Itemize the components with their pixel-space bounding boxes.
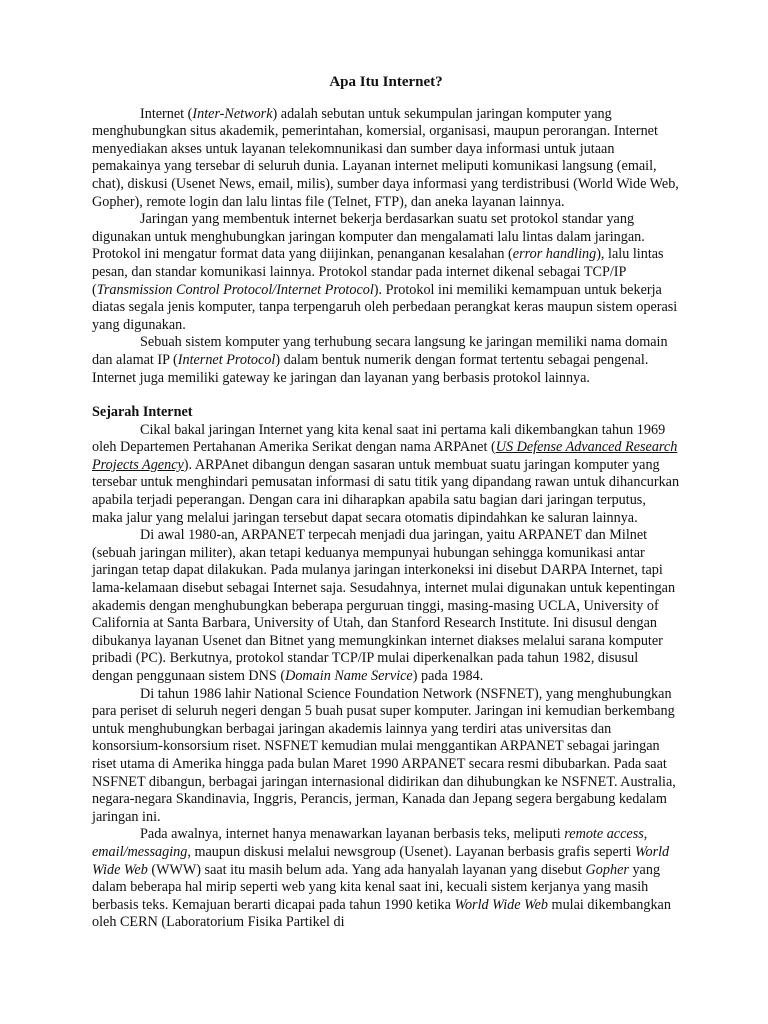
intro-paragraph: Internet (Inter-Network) adalah sebutan untuk sekumpulan jaringan komputer yang menghubungkan situs akademik, pemerintahan, komersial, organisasi, maupun perorangan. Internet menyediakan akses untuk layanan telekomnunikasi dan sumber daya informasi untuk jutaan pemakainya yang tersebar di seluruh dunia. Layanan internet meliputi komunikasi langsung (email, chat), diskusi (Usenet News, email, milis), sumber daya informasi yang terdistribusi (World Wide Web, Gopher), remote login dan lalu lintas file (Telnet, FTP), dan aneka layanan lainnya. bbox=[92, 105, 679, 210]
history-paragraph: Pada awalnya, internet hanya menawarkan layanan berbasis teks, meliputi remote access, email/messaging, maupun diskusi melalui newsgroup (Usenet). Layanan berbasis grafis seperti World Wide Web (WWW) saat itu masih belum ada. Yang ada hanyalah layanan yang disebut Gopher yang dalam beberapa hal mirip seperti web yang kita kenal saat ini, kecuali sistem kerjanya yang masih berbasis teks. Kemajuan berarti dicapai pada tahun 1990 ketika World Wide Web mulai dikembangkan oleh CERN (Laboratorium Fisika Partikel di bbox=[92, 826, 671, 931]
intro-section bbox=[92, 106, 680, 388]
history-paragraph: Cikal bakal jaringan Internet yang kita kenal saat ini pertama kali dikembangkan tahun 1969 oleh Departemen Pertahanan Amerika Serikat dengan nama ARPAnet (US Defense Advanced Research Projects Agency). ARPAnet dibangun dengan sasaran untuk membuat suatu jaringan komputer yang tersebar untuk menghindari pemusatan informasi di satu titik yang dipandang rawan untuk dihancurkan apabila terjadi peperangan. Dengan cara ini diharapkan apabila satu bagian dari jaringan terputus, maka jalur yang melalui jaringan tersebut dapat secara otomatis dipindahkan ke saluran lainnya. bbox=[92, 421, 680, 526]
emphasized-text: US Defense Advanced Research Projects Agency bbox=[92, 439, 678, 473]
emphasized-text: Inter-Network bbox=[192, 105, 273, 122]
emphasized-text: Internet Protocol bbox=[177, 351, 276, 368]
intro-paragraph: Jaringan yang membentuk internet bekerja berdasarkan suatu set protokol standar yang digunakan untuk menghubungkan jaringan komputer dan mengalamati lalu lintas dalam jaringan. Protokol ini mengatur format data yang diijinkan, penanganan kesalahan (error handling), lalu lintas pesan, dan standar komunikasi lainnya. Protokol standar pada internet dikenal sebagai TCP/IP (Transmission Control Protocol/Internet Protocol). Protokol ini memiliki kemampuan untuk bekerja diatas segala jenis komputer, tanpa terpengaruh oleh perbedaan perangkat keras maupun sistem operasi yang digunakan. bbox=[92, 211, 678, 333]
emphasized-text: World Wide Web bbox=[454, 896, 548, 913]
history-paragraph: Di awal 1980-an, ARPANET terpecah menjadi dua jaringan, yaitu ARPANET dan Milnet (sebuah jaringan militer), akan tetapi keduanya mempunyai hubungan sehingga komunikasi antar jaringan tetap dapat dilakukan. Pada mulanya jaringan interkoneksi ini disebut DARPA Internet, tapi lama-kelamaan disebut sebagai Internet saja. Sesudahnya, internet mulai digunakan untuk kepentingan akademis dengan menghubungkan beberapa perguruan tinggi, masing-masing UCLA, University of California at Santa Barbara, University of Utah, dan Stanford Research Institute. Ini disusul dengan dibukanya layanan Usenet dan Bitnet yang memungkinkan internet diakses melalui sarana komputer pribadi (PC). Berkutnya, protokol standar TCP/IP mulai diperkenalkan pada tahun 1982, disusul dengan penggunaan sistem DNS (Domain Name Service) pada 1984. bbox=[92, 527, 676, 684]
section-heading: Sejarah Internet bbox=[92, 404, 193, 421]
emphasized-text: remote access bbox=[564, 826, 644, 843]
emphasized-text: error handling bbox=[512, 246, 597, 263]
emphasized-text: Gopher bbox=[585, 861, 629, 878]
history-section bbox=[92, 422, 680, 932]
document-title: Apa Itu Internet? bbox=[329, 74, 443, 90]
emphasized-text: Transmission Control Protocol/Internet Protocol bbox=[96, 281, 374, 298]
intro-paragraph: Sebuah sistem komputer yang terhubung secara langsung ke jaringan memiliki nama domain dan alamat IP (Internet Protocol) dalam bentuk numerik dengan format tertentu sebagai pengenal. Internet juga memiliki gateway ke jaringan dan layanan yang berbasis protokol lainnya. bbox=[92, 334, 668, 386]
history-paragraph: Di tahun 1986 lahir National Science Foundation Network (NSFNET), yang menghubungkan para periset di seluruh negeri dengan 5 buah pusat super komputer. Jaringan ini kemudian berkembang untuk menghubungkan berbagai jaringan akademis lainnya yang terdiri atas universitas dan konsorsium-konsorsium riset. NSFNET kemudian mulai menggantikan ARPANET sebagai jaringan riset utama di Amerika hingga pada bulan Maret 1990 ARPANET secara resmi dibubarkan. Pada saat NSFNET dibangun, berbagai jaringan internasional didirikan dan dihubungkan ke NSFNET. Australia, negara-negara Skandinavia, Inggris, Perancis, jerman, Kanada dan Jepang segera bergabung kedalam jaringan ini. bbox=[92, 685, 676, 825]
document-page bbox=[92, 74, 680, 932]
emphasized-text: Domain Name Service bbox=[285, 668, 413, 684]
emphasized-text: World Wide Web bbox=[92, 843, 670, 878]
emphasized-text: email/messaging bbox=[92, 843, 188, 860]
